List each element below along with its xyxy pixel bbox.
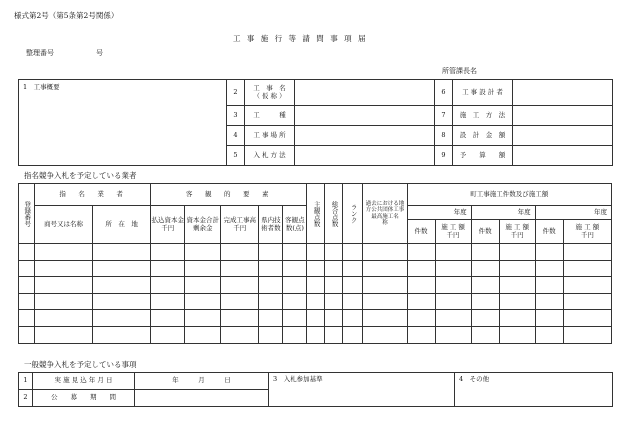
table-cell[interactable]	[471, 277, 499, 294]
table-cell[interactable]	[185, 293, 221, 310]
overview-num-9: 9	[435, 146, 453, 166]
table-cell[interactable]	[19, 244, 35, 261]
table-cell[interactable]	[283, 293, 307, 310]
table-cell[interactable]	[151, 277, 185, 294]
ippan-num-1: 1	[19, 373, 33, 390]
table-cell[interactable]	[471, 310, 499, 327]
shokan-label: 所管課長名	[442, 67, 477, 75]
table-cell[interactable]	[151, 244, 185, 261]
table-cell[interactable]	[343, 277, 363, 294]
table-cell[interactable]	[307, 244, 325, 261]
table-cell[interactable]	[407, 277, 435, 294]
page-title: 工 事 施 行 等 請 問 事 項 届	[233, 34, 368, 43]
table-cell[interactable]	[563, 293, 611, 310]
table-cell[interactable]	[499, 293, 535, 310]
table-cell[interactable]	[435, 293, 471, 310]
table-cell[interactable]	[563, 310, 611, 327]
table-cell[interactable]	[435, 326, 471, 343]
table-cell[interactable]	[499, 260, 535, 277]
table-row	[19, 293, 612, 310]
table-cell[interactable]	[535, 244, 563, 261]
overview-value-7[interactable]	[513, 106, 613, 126]
overview-num-2: 2	[227, 80, 245, 106]
table-cell[interactable]	[151, 310, 185, 327]
table-cell[interactable]	[259, 326, 283, 343]
col-shukan: 主観点数	[307, 184, 325, 244]
col-shihonkin: 資本金合計剰余金	[185, 206, 221, 244]
table-cell[interactable]	[343, 244, 363, 261]
table-cell[interactable]	[343, 260, 363, 277]
overview-label-8: 設 計 金 額	[453, 126, 513, 146]
table-row	[19, 310, 612, 327]
table-cell[interactable]	[185, 310, 221, 327]
overview-num-6: 6	[435, 80, 453, 106]
overview-label-3: 工 種	[245, 106, 295, 126]
table-cell[interactable]	[259, 277, 283, 294]
table-cell[interactable]	[435, 277, 471, 294]
table-cell[interactable]	[35, 244, 93, 261]
table-cell[interactable]	[325, 326, 343, 343]
shimei-section-title: 指名競争入札を予定している業者	[24, 171, 137, 180]
overview-value-2[interactable]	[295, 80, 435, 106]
table-cell[interactable]	[283, 310, 307, 327]
table-cell[interactable]	[563, 260, 611, 277]
year-3: 年度	[535, 206, 611, 220]
table-cell[interactable]	[343, 293, 363, 310]
overview-value-3[interactable]	[295, 106, 435, 126]
table-cell[interactable]	[283, 244, 307, 261]
table-cell[interactable]	[283, 277, 307, 294]
table-cell[interactable]	[185, 277, 221, 294]
sekogaku-2: 施 工 額 千円	[499, 220, 535, 244]
table-cell[interactable]	[307, 277, 325, 294]
year-2: 年度	[471, 206, 535, 220]
table-cell[interactable]	[93, 260, 151, 277]
table-cell[interactable]	[221, 244, 259, 261]
sekogaku-1: 施 工 額 千円	[435, 220, 471, 244]
table-cell[interactable]	[185, 244, 221, 261]
col-rank: ランク	[343, 184, 363, 244]
table-cell[interactable]	[221, 277, 259, 294]
sekogaku-3: 施 工 額 千円	[563, 220, 611, 244]
table-cell[interactable]	[259, 293, 283, 310]
col-kennai: 県内技術者数	[259, 206, 283, 244]
col-haraikomi: 払込資本金 千円	[151, 206, 185, 244]
table-cell[interactable]	[221, 310, 259, 327]
table-cell[interactable]	[499, 310, 535, 327]
overview-num-5: 5	[227, 146, 245, 166]
overview-label-4: 工 事 場 所	[245, 126, 295, 146]
table-cell[interactable]	[93, 310, 151, 327]
overview-item1: 1 工事概要	[19, 80, 227, 166]
overview-value-8[interactable]	[513, 126, 613, 146]
table-cell[interactable]	[499, 244, 535, 261]
table-cell[interactable]	[363, 310, 407, 327]
table-cell[interactable]	[499, 326, 535, 343]
ippan-table	[18, 372, 613, 407]
overview-value-4[interactable]	[295, 126, 435, 146]
overview-value-9[interactable]	[513, 146, 613, 166]
table-row	[19, 244, 612, 261]
ippan-section-title: 一般競争入札を予定している事項	[24, 360, 137, 369]
ippan-num-2: 2	[19, 390, 33, 407]
ippan-item4[interactable]: 4 その他	[455, 373, 613, 407]
table-cell[interactable]	[325, 293, 343, 310]
table-cell[interactable]	[407, 244, 435, 261]
overview-value-5[interactable]	[295, 146, 435, 166]
overview-table	[18, 79, 613, 166]
table-cell[interactable]	[435, 244, 471, 261]
table-cell[interactable]	[259, 244, 283, 261]
table-cell[interactable]	[325, 244, 343, 261]
table-cell[interactable]	[407, 293, 435, 310]
table-cell[interactable]	[499, 277, 535, 294]
table-cell[interactable]	[471, 326, 499, 343]
table-cell[interactable]	[535, 293, 563, 310]
kensu-3: 件数	[535, 220, 563, 244]
table-cell[interactable]	[19, 277, 35, 294]
kensu-1: 件数	[407, 220, 435, 244]
table-cell[interactable]	[343, 326, 363, 343]
col-kyakkan: 客 観 的 要 素	[151, 184, 307, 206]
table-cell[interactable]	[435, 260, 471, 277]
table-cell[interactable]	[535, 310, 563, 327]
table-cell[interactable]	[307, 310, 325, 327]
ippan-label-1: 実 施 見 込 年 月 日	[33, 373, 135, 390]
table-cell[interactable]	[307, 260, 325, 277]
table-cell[interactable]	[407, 260, 435, 277]
col-kako: 過去における地方公共団体工事最高施工名 称	[363, 184, 407, 244]
table-cell[interactable]	[435, 310, 471, 327]
table-cell[interactable]	[151, 260, 185, 277]
col-machi: 町工事施工件数及び施工額	[407, 184, 612, 206]
ippan-label-2: 公 募 期 間	[33, 390, 135, 407]
table-cell[interactable]	[563, 326, 611, 343]
overview-label-5: 入 札 方 法	[245, 146, 295, 166]
table-cell[interactable]	[563, 277, 611, 294]
table-cell[interactable]	[185, 260, 221, 277]
table-cell[interactable]	[19, 326, 35, 343]
form-number: 様式第2号（第5条第2号関係）	[14, 11, 119, 20]
ippan-value-2[interactable]	[135, 390, 269, 407]
table-cell[interactable]	[307, 293, 325, 310]
table-cell[interactable]	[151, 293, 185, 310]
kensu-2: 件数	[471, 220, 499, 244]
table-row	[19, 277, 612, 294]
overview-num-3: 3	[227, 106, 245, 126]
table-cell[interactable]	[343, 310, 363, 327]
table-cell[interactable]	[151, 326, 185, 343]
table-cell[interactable]	[325, 277, 343, 294]
table-cell[interactable]	[221, 260, 259, 277]
table-cell[interactable]	[93, 293, 151, 310]
table-cell[interactable]	[363, 244, 407, 261]
overview-label-2: 工 事 名 （ 仮 称 ）	[245, 80, 295, 106]
col-shozaichi: 所 在 地	[93, 206, 151, 244]
table-row	[19, 260, 612, 277]
table-cell[interactable]	[307, 326, 325, 343]
table-cell[interactable]	[35, 293, 93, 310]
col-shimei-gyosha: 指 名 業 者	[35, 184, 151, 206]
table-cell[interactable]	[35, 277, 93, 294]
table-cell[interactable]	[471, 293, 499, 310]
col-sogo: 総合点数	[325, 184, 343, 244]
overview-num-7: 7	[435, 106, 453, 126]
table-cell[interactable]	[535, 326, 563, 343]
table-cell[interactable]	[19, 293, 35, 310]
table-cell[interactable]	[19, 260, 35, 277]
table-cell[interactable]	[535, 277, 563, 294]
col-toroku: 登録番号	[19, 184, 35, 244]
col-kyakkan-ten: 客観点数(点)	[283, 206, 307, 244]
table-cell[interactable]	[259, 310, 283, 327]
overview-value-6[interactable]	[513, 80, 613, 106]
table-cell[interactable]	[35, 260, 93, 277]
col-kansei: 完成工事高 千円	[221, 206, 259, 244]
table-cell[interactable]	[93, 244, 151, 261]
overview-label-6: 工 事 設 計 者	[453, 80, 513, 106]
table-cell[interactable]	[363, 260, 407, 277]
overview-num-8: 8	[435, 126, 453, 146]
table-cell[interactable]	[535, 260, 563, 277]
table-cell[interactable]	[19, 310, 35, 327]
overview-label-7: 施 工 方 法	[453, 106, 513, 126]
table-cell[interactable]	[221, 293, 259, 310]
table-cell[interactable]	[283, 326, 307, 343]
table-cell[interactable]	[407, 310, 435, 327]
table-row	[19, 326, 612, 343]
table-cell[interactable]	[471, 260, 499, 277]
year-1: 年度	[407, 206, 471, 220]
table-cell[interactable]	[35, 326, 93, 343]
table-cell[interactable]	[325, 310, 343, 327]
table-cell[interactable]	[35, 310, 93, 327]
table-cell[interactable]	[185, 326, 221, 343]
shimei-table	[18, 183, 612, 344]
table-cell[interactable]	[407, 326, 435, 343]
go-label: 号	[96, 49, 103, 57]
seiri-label: 整理番号	[26, 49, 54, 57]
table-cell[interactable]	[363, 293, 407, 310]
ippan-value-1[interactable]: 年 月 日	[135, 373, 269, 390]
table-cell[interactable]	[471, 244, 499, 261]
col-shogo: 商号又は名称	[35, 206, 93, 244]
overview-label-9: 予 算 額	[453, 146, 513, 166]
table-cell[interactable]	[93, 326, 151, 343]
ippan-item3[interactable]: 3 入札参加基準	[269, 373, 455, 407]
table-cell[interactable]	[259, 260, 283, 277]
table-cell[interactable]	[325, 260, 343, 277]
table-cell[interactable]	[221, 326, 259, 343]
table-cell[interactable]	[563, 244, 611, 261]
table-cell[interactable]	[283, 260, 307, 277]
table-cell[interactable]	[93, 277, 151, 294]
table-cell[interactable]	[363, 326, 407, 343]
table-cell[interactable]	[363, 277, 407, 294]
overview-num-4: 4	[227, 126, 245, 146]
